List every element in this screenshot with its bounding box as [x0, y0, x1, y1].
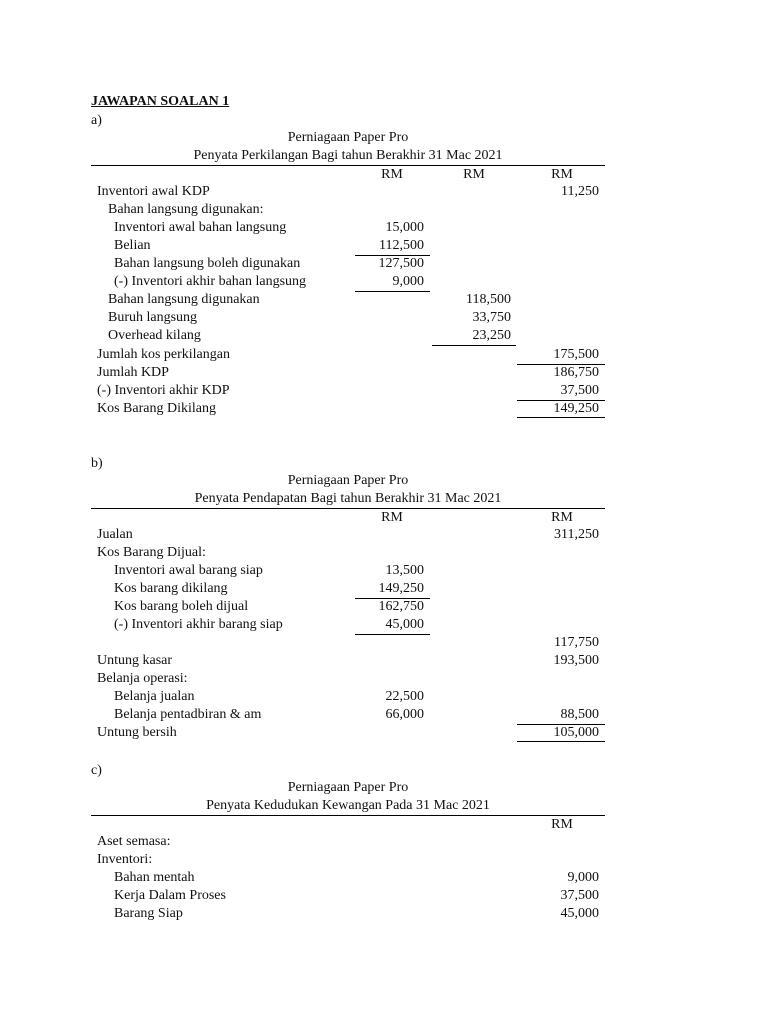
row-label: Bahan langsung boleh digunakan	[114, 256, 301, 271]
row-label: Belanja jualan	[114, 689, 195, 704]
row-label: Inventori awal barang siap	[114, 563, 263, 578]
row-label: Belian	[114, 238, 151, 253]
statement-a-rule	[91, 165, 605, 166]
row-value: 186,750	[553, 365, 599, 380]
row-label: Barang Siap	[114, 906, 183, 921]
row-label: Kos barang dikilang	[114, 581, 228, 596]
statement-b-title: Penyata Pendapatan Bagi tahun Berakhir 31 Mac 2021	[194, 491, 502, 506]
row-value: 33,750	[472, 310, 511, 325]
row-label: Untung kasar	[97, 653, 173, 668]
row-value: 311,250	[554, 527, 599, 542]
row-label: Belanja operasi:	[97, 671, 188, 686]
row-label: Inventori:	[97, 852, 153, 867]
statement-b-company: Perniagaan Paper Pro	[287, 473, 409, 488]
statement-b-rule	[91, 508, 605, 509]
row-label: Kerja Dalam Proses	[114, 888, 226, 903]
underline	[517, 741, 605, 742]
statement-c-rule	[91, 815, 605, 816]
row-value: 23,250	[472, 328, 511, 343]
row-label: Buruh langsung	[108, 310, 198, 325]
row-label: Kos Barang Dikilang	[97, 401, 216, 416]
row-label: Inventori awal KDP	[97, 184, 210, 199]
row-value: 45,000	[560, 906, 599, 921]
row-value: 127,500	[378, 256, 424, 271]
statement-a-col3-header: RM	[551, 167, 573, 182]
row-value: 149,250	[553, 401, 599, 416]
row-label: Kos Barang Dijual:	[97, 545, 206, 560]
row-label: Bahan mentah	[114, 870, 195, 885]
underline	[432, 345, 516, 346]
part-b-label: b)	[91, 456, 103, 471]
row-value: 112,500	[379, 238, 424, 253]
row-label: Overhead kilang	[108, 328, 201, 343]
row-label: Inventori awal bahan langsung	[114, 220, 287, 235]
row-value: 175,500	[553, 347, 599, 362]
statement-c-company: Perniagaan Paper Pro	[287, 780, 409, 795]
row-value: 37,500	[560, 888, 599, 903]
underline	[517, 417, 605, 418]
statement-b-col3-header: RM	[551, 510, 573, 525]
statement-b-col1-header: RM	[381, 510, 403, 525]
row-label: Jualan	[97, 527, 133, 542]
statement-a-company: Perniagaan Paper Pro	[287, 130, 409, 145]
part-a-label: a)	[91, 113, 102, 128]
row-value: 162,750	[378, 599, 424, 614]
row-label: (-) Inventori akhir bahan langsung	[114, 274, 307, 289]
row-label: Untung bersih	[97, 725, 177, 740]
row-label: Kos barang boleh dijual	[114, 599, 249, 614]
row-value: 88,500	[560, 707, 599, 722]
row-value: 37,500	[560, 383, 599, 398]
row-value: 117,750	[554, 635, 599, 650]
row-label: Bahan langsung digunakan:	[108, 202, 264, 217]
row-value: 9,000	[567, 870, 599, 885]
row-value: 118,500	[466, 292, 511, 307]
statement-c-title: Penyata Kedudukan Kewangan Pada 31 Mac 2021	[206, 798, 490, 813]
row-label: (-) Inventori akhir KDP	[97, 383, 230, 398]
row-label: (-) Inventori akhir barang siap	[114, 617, 283, 632]
row-label: Belanja pentadbiran & am	[114, 707, 262, 722]
page-heading: JAWAPAN SOALAN 1	[91, 94, 230, 109]
row-value: 9,000	[392, 274, 424, 289]
row-label: Aset semasa:	[97, 834, 171, 849]
row-value: 45,000	[385, 617, 424, 632]
row-value: 149,250	[378, 581, 424, 596]
row-value: 11,250	[561, 184, 599, 199]
row-label: Jumlah kos perkilangan	[97, 347, 230, 362]
row-value: 66,000	[385, 707, 424, 722]
part-c-label: c)	[91, 763, 102, 778]
row-value: 105,000	[553, 725, 599, 740]
statement-a-col1-header: RM	[381, 167, 403, 182]
row-value: 15,000	[385, 220, 424, 235]
underline	[355, 634, 430, 635]
statement-a-title: Penyata Perkilangan Bagi tahun Berakhir 31 Mac 2021	[193, 148, 503, 163]
underline	[355, 291, 430, 292]
row-label: Bahan langsung digunakan	[108, 292, 260, 307]
row-value: 22,500	[385, 689, 424, 704]
row-label: Jumlah KDP	[97, 365, 169, 380]
statement-a-col2-header: RM	[463, 167, 485, 182]
row-value: 13,500	[385, 563, 424, 578]
row-value: 193,500	[553, 653, 599, 668]
statement-c-col3-header: RM	[551, 817, 573, 832]
